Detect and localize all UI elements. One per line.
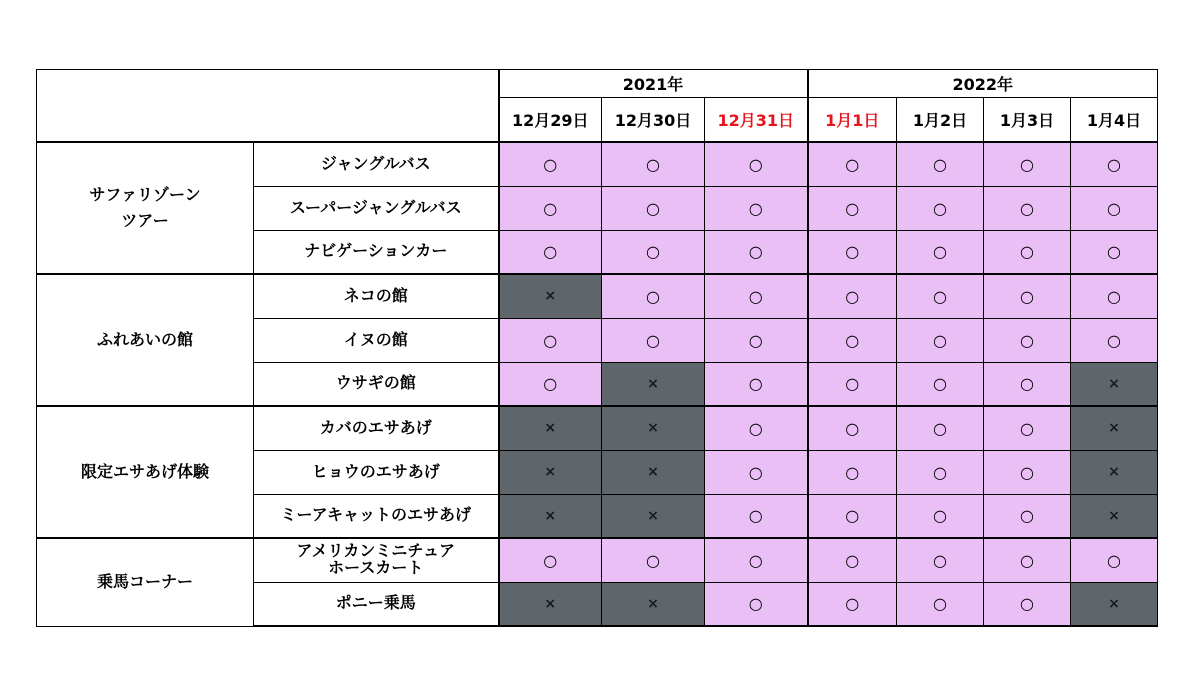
status-open-cell: ○	[808, 186, 897, 230]
status-open-cell: ○	[705, 230, 808, 274]
status-closed-cell: ×	[1071, 406, 1158, 450]
status-open-cell: ○	[499, 538, 602, 582]
status-open-cell: ○	[1071, 186, 1158, 230]
status-closed-cell: ×	[499, 450, 602, 494]
status-open-cell: ○	[602, 142, 705, 186]
status-open-cell: ○	[808, 274, 897, 318]
status-open-cell: ○	[984, 450, 1071, 494]
status-open-cell: ○	[984, 538, 1071, 582]
area-name-cell: 乗馬コーナー	[37, 538, 254, 626]
status-open-cell: ○	[808, 406, 897, 450]
status-open-cell: ○	[705, 142, 808, 186]
status-closed-cell: ×	[1071, 582, 1158, 626]
status-open-cell: ○	[602, 274, 705, 318]
status-open-cell: ○	[897, 230, 984, 274]
status-closed-cell: ×	[602, 450, 705, 494]
status-open-cell: ○	[808, 318, 897, 362]
table-row	[37, 406, 1158, 450]
table-row	[37, 274, 1158, 318]
status-open-cell: ○	[705, 450, 808, 494]
status-open-cell: ○	[1071, 274, 1158, 318]
attraction-name-cell: ポニー乗馬	[254, 582, 499, 626]
table-row	[37, 142, 1158, 186]
status-closed-cell: ×	[1071, 494, 1158, 538]
header-blank-cell	[37, 70, 499, 143]
status-open-cell: ○	[897, 582, 984, 626]
status-open-cell: ○	[897, 406, 984, 450]
status-open-cell: ○	[499, 230, 602, 274]
status-open-cell: ○	[897, 450, 984, 494]
status-open-cell: ○	[1071, 142, 1158, 186]
date-header-0101: 1月1日	[808, 98, 897, 143]
status-open-cell: ○	[602, 230, 705, 274]
status-open-cell: ○	[499, 142, 602, 186]
status-open-cell: ○	[897, 494, 984, 538]
attraction-name-cell: ミーアキャットのエサあげ	[254, 494, 499, 538]
status-open-cell: ○	[705, 318, 808, 362]
date-header-0103: 1月3日	[984, 98, 1071, 143]
schedule-body	[37, 142, 1158, 626]
status-open-cell: ○	[705, 494, 808, 538]
status-open-cell: ○	[705, 582, 808, 626]
area-name-cell: サファリゾーン ツアー	[37, 142, 254, 274]
status-closed-cell: ×	[602, 494, 705, 538]
attraction-name-cell: イヌの館	[254, 318, 499, 362]
status-open-cell: ○	[984, 230, 1071, 274]
status-open-cell: ○	[897, 318, 984, 362]
status-open-cell: ○	[602, 318, 705, 362]
status-closed-cell: ×	[499, 582, 602, 626]
status-open-cell: ○	[897, 274, 984, 318]
status-open-cell: ○	[808, 538, 897, 582]
status-open-cell: ○	[499, 318, 602, 362]
year-header-2021: 2021年	[499, 70, 808, 98]
status-open-cell: ○	[984, 582, 1071, 626]
status-closed-cell: ×	[602, 362, 705, 406]
date-header-0102: 1月2日	[897, 98, 984, 143]
table-row	[37, 538, 1158, 582]
attraction-name-cell: ジャングルバス	[254, 142, 499, 186]
year-header-2022: 2022年	[808, 70, 1158, 98]
attraction-name-cell: ナビゲーションカー	[254, 230, 499, 274]
attraction-name-cell: ヒョウのエサあげ	[254, 450, 499, 494]
status-open-cell: ○	[808, 142, 897, 186]
date-header-1231: 12月31日	[705, 98, 808, 143]
status-open-cell: ○	[984, 406, 1071, 450]
status-open-cell: ○	[808, 450, 897, 494]
status-open-cell: ○	[984, 142, 1071, 186]
date-header-1229: 12月29日	[499, 98, 602, 143]
status-open-cell: ○	[602, 538, 705, 582]
status-open-cell: ○	[897, 142, 984, 186]
status-open-cell: ○	[984, 186, 1071, 230]
status-open-cell: ○	[602, 186, 705, 230]
status-open-cell: ○	[808, 582, 897, 626]
status-open-cell: ○	[499, 186, 602, 230]
status-closed-cell: ×	[499, 494, 602, 538]
status-closed-cell: ×	[1071, 362, 1158, 406]
status-closed-cell: ×	[602, 406, 705, 450]
status-open-cell: ○	[499, 362, 602, 406]
status-closed-cell: ×	[1071, 450, 1158, 494]
schedule-table	[36, 69, 1158, 627]
attraction-name-cell: ウサギの館	[254, 362, 499, 406]
status-open-cell: ○	[705, 406, 808, 450]
status-open-cell: ○	[705, 362, 808, 406]
status-open-cell: ○	[897, 186, 984, 230]
status-open-cell: ○	[897, 362, 984, 406]
attraction-name-cell: スーパージャングルバス	[254, 186, 499, 230]
attraction-name-cell: ネコの館	[254, 274, 499, 318]
date-header-0104: 1月4日	[1071, 98, 1158, 143]
status-open-cell: ○	[705, 538, 808, 582]
status-open-cell: ○	[808, 362, 897, 406]
status-open-cell: ○	[705, 186, 808, 230]
attraction-name-cell: アメリカンミニチュア ホースカート	[254, 538, 499, 582]
status-open-cell: ○	[897, 538, 984, 582]
date-header-1230: 12月30日	[602, 98, 705, 143]
status-open-cell: ○	[705, 274, 808, 318]
status-open-cell: ○	[984, 318, 1071, 362]
status-open-cell: ○	[984, 274, 1071, 318]
area-name-cell: ふれあいの館	[37, 274, 254, 406]
status-closed-cell: ×	[602, 582, 705, 626]
status-open-cell: ○	[1071, 230, 1158, 274]
status-open-cell: ○	[984, 362, 1071, 406]
status-open-cell: ○	[808, 494, 897, 538]
attraction-name-cell: カバのエサあげ	[254, 406, 499, 450]
status-open-cell: ○	[808, 230, 897, 274]
status-open-cell: ○	[1071, 318, 1158, 362]
status-closed-cell: ×	[499, 406, 602, 450]
status-open-cell: ○	[984, 494, 1071, 538]
status-closed-cell: ×	[499, 274, 602, 318]
area-name-cell: 限定エサあげ体験	[37, 406, 254, 538]
status-open-cell: ○	[1071, 538, 1158, 582]
